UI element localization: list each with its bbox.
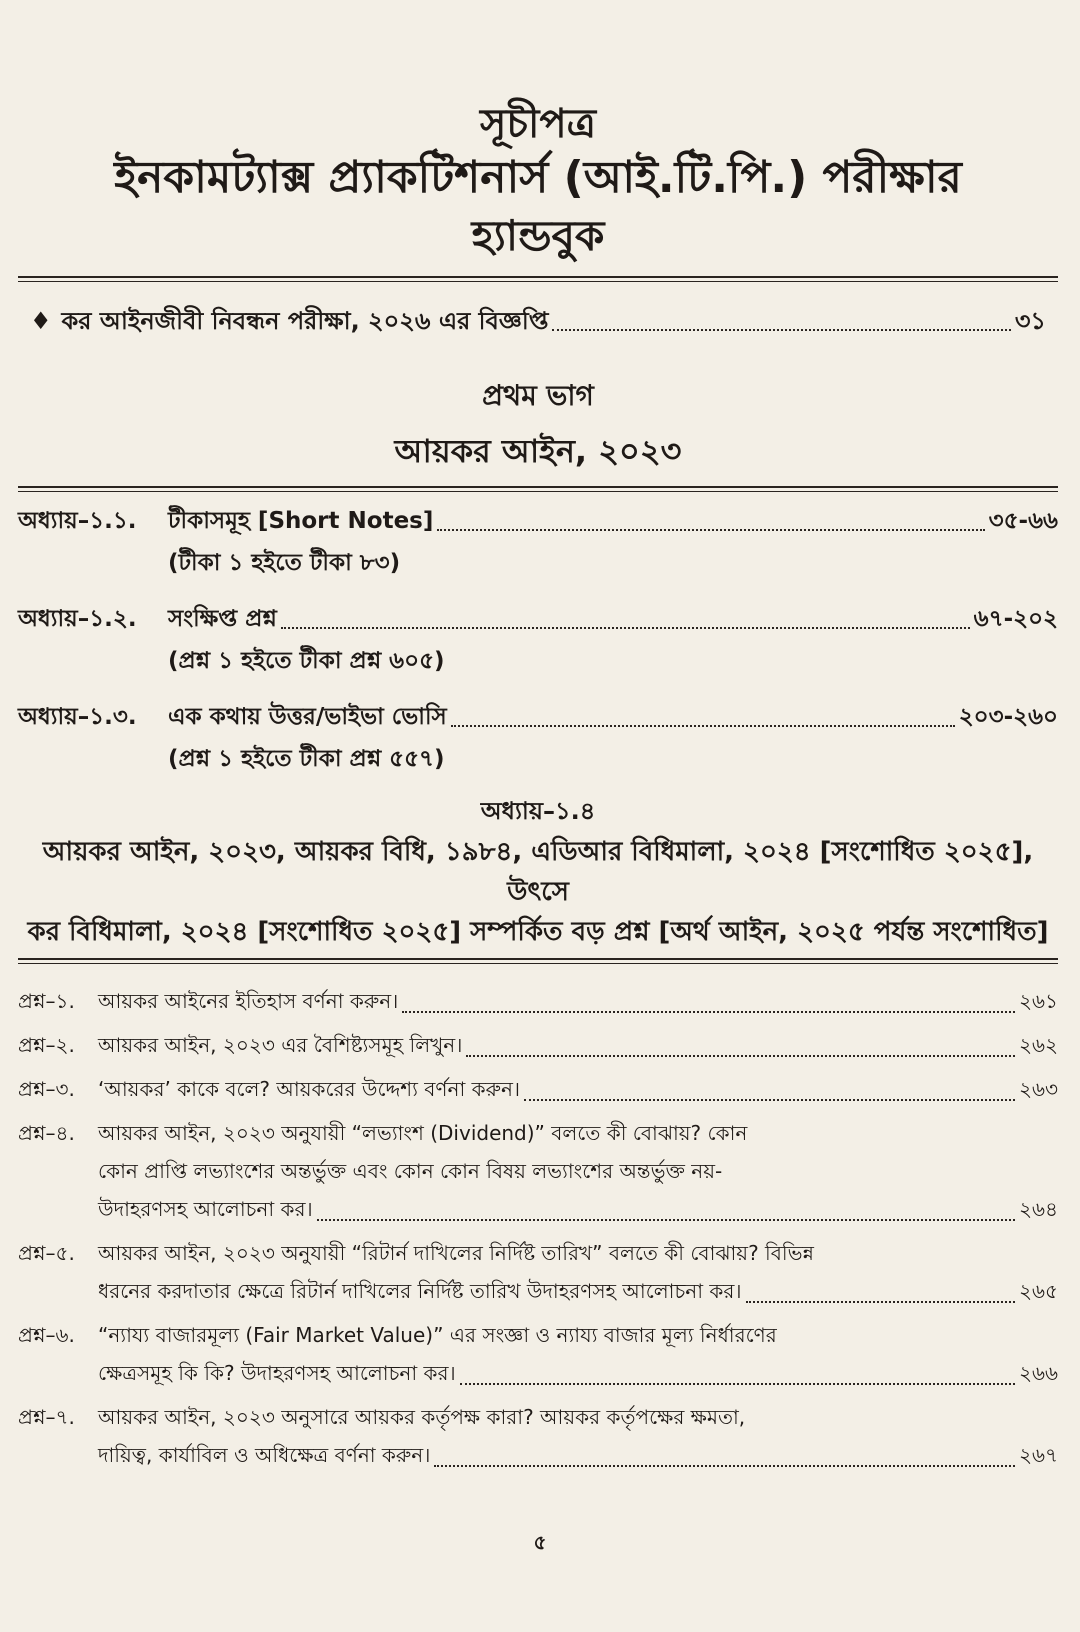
leader-dots — [434, 1465, 1015, 1467]
question-label: প্রশ্ন–৩. — [18, 1077, 75, 1101]
chapter-title: টীকাসমূহ [Short Notes] — [168, 508, 434, 534]
divider — [18, 486, 1058, 492]
question-entry — [18, 1398, 1058, 1474]
book-subtitle: হ্যান্ডবুক — [471, 211, 605, 260]
toc-heading: সূচীপত্র — [480, 101, 596, 147]
question-text: ‘আয়কর’ কাকে বলে? আয়করের উদ্দেশ্য বর্ণনা করুন। — [98, 1077, 521, 1101]
chapter-title: সংক্ষিপ্ত প্রশ্ন — [168, 606, 277, 632]
question-page: ২৬৭ — [1018, 1443, 1058, 1467]
notice-entry — [30, 304, 1046, 338]
question-label: প্রশ্ন–১. — [18, 989, 75, 1013]
leader-dots — [524, 1099, 1015, 1101]
chapter-range: (প্রশ্ন ১ হইতে টীকা প্রশ্ন ৫৫৭) — [168, 746, 445, 772]
question-text: উদাহরণসহ আলোচনা কর। — [98, 1197, 313, 1221]
question-list — [18, 982, 1058, 1474]
notice-text: কর আইনজীবী নিবন্ধন পরীক্ষা, ২০২৬ এর বিজ্ঞপ্তি — [61, 307, 549, 335]
leader-dots — [451, 725, 955, 727]
chapter-range: (টীকা ১ হইতে টীকা ৮৩) — [168, 550, 401, 576]
question-label: প্রশ্ন–২. — [18, 1033, 75, 1057]
leader-dots — [402, 1011, 1015, 1013]
question-label: প্রশ্ন–৪. — [18, 1121, 75, 1145]
chapter-14-label: অধ্যায়–১.৪ — [480, 797, 596, 825]
question-text: আয়কর আইনের ইতিহাস বর্ণনা করুন। — [98, 989, 399, 1013]
chapter-label: অধ্যায়–১.৩. — [18, 704, 137, 730]
chapter-14-title-line: আয়কর আইন, ২০২৩, আয়কর বিধি, ১৯৮৪, এডিআর বিধিমালা, ২০২৪ [সংশোধিত ২০২৫], উৎসে — [42, 837, 1034, 907]
question-label: প্রশ্ন–৬. — [18, 1323, 75, 1347]
question-text: আয়কর আইন, ২০২৩ অনুসারে আয়কর কর্তৃপক্ষ কারা? আয়কর কর্তৃপক্ষের ক্ষমতা, — [98, 1405, 746, 1429]
notice-page: ৩১ — [1014, 307, 1046, 335]
leader-dots — [437, 529, 984, 531]
divider — [18, 276, 1058, 282]
chapter-label: অধ্যায়–১.১. — [18, 508, 137, 534]
part-heading: প্রথম ভাগ — [482, 379, 594, 412]
question-entry — [18, 1316, 1058, 1392]
chapter-entry — [18, 602, 1058, 678]
question-entry — [18, 1114, 1058, 1228]
chapter-entry — [18, 504, 1058, 580]
chapter-title: এক কথায় উত্তর/ভাইভা ভোসি — [168, 704, 447, 730]
question-text: আয়কর আইন, ২০২৩ অনুযায়ী “রিটার্ন দাখিলের নির্দিষ্ট তারিখ” বলতে কী বোঝায়? বিভিন্ন — [98, 1241, 814, 1265]
question-entry — [18, 1026, 1058, 1064]
chapter-14-title — [18, 832, 1058, 952]
part-subheading: আয়কর আইন, ২০২৩ — [394, 432, 682, 470]
question-label: প্রশ্ন–৭. — [18, 1405, 75, 1429]
question-entry — [18, 982, 1058, 1020]
question-entry — [18, 1234, 1058, 1310]
leader-dots — [466, 1055, 1015, 1057]
chapter-pages: ৬৭-২০২ — [973, 606, 1058, 632]
question-text: “ন্যায্য বাজারমূল্য (Fair Market Value)” এর সংজ্ঞা ও ন্যায্য বাজার মূল্য নির্ধারণের — [98, 1323, 777, 1347]
question-text: আয়কর আইন, ২০২৩ এর বৈশিষ্ট্যসমূহ লিখুন। — [98, 1033, 463, 1057]
leader-dots — [460, 1383, 1015, 1385]
question-page: ২৬৬ — [1018, 1361, 1058, 1385]
question-text: ক্ষেত্রসমূহ কি কি? উদাহরণসহ আলোচনা কর। — [98, 1361, 456, 1385]
leader-dots — [746, 1301, 1015, 1303]
question-page: ২৬৫ — [1019, 1279, 1058, 1303]
chapter-pages: ৩৫-৬৬ — [988, 508, 1058, 534]
chapter-pages: ২০৩-২৬০ — [958, 704, 1058, 730]
question-page: ২৬২ — [1018, 1033, 1058, 1057]
leader-dots — [281, 627, 970, 629]
question-page: ২৬১ — [1019, 989, 1058, 1013]
question-text: কোন প্রাপ্তি লভ্যাংশের অন্তর্ভুক্ত এবং কোন কোন বিষয় লভ্যাংশের অন্তর্ভুক্ত নয়- — [98, 1159, 723, 1183]
question-text: দায়িত্ব, কার্যাবিল ও অধিক্ষেত্র বর্ণনা করুন। — [98, 1443, 431, 1467]
question-page: ২৬৪ — [1019, 1197, 1058, 1221]
question-page: ২৬৩ — [1018, 1077, 1058, 1101]
chapter-entry — [18, 700, 1058, 776]
question-label: প্রশ্ন–৫. — [18, 1241, 75, 1265]
question-text: ধরনের করদাতার ক্ষেত্রে রিটার্ন দাখিলের নির্দিষ্ট তারিখ উদাহরণসহ আলোচনা কর। — [98, 1279, 742, 1303]
toc-header — [18, 0, 1058, 262]
page-number: ৫ — [533, 1530, 547, 1554]
diamond-bullet-icon: ♦ — [30, 307, 52, 335]
leader-dots — [552, 329, 1010, 331]
divider — [18, 958, 1058, 964]
chapter-14-title-line: কর বিধিমালা, ২০২৪ [সংশোধিত ২০২৫] সম্পর্কিত বড় প্রশ্ন [অর্থ আইন, ২০২৫ পর্যন্ত সংশোধিত] — [27, 917, 1049, 947]
chapter-label: অধ্যায়–১.২. — [18, 606, 137, 632]
chapter-range: (প্রশ্ন ১ হইতে টীকা প্রশ্ন ৬০৫) — [168, 648, 445, 674]
book-title: ইনকামট্যাক্স প্র্যাকটিশনার্স (আই.টি.পি.) পরীক্ষার — [114, 152, 962, 203]
question-text: আয়কর আইন, ২০২৩ অনুযায়ী “লভ্যাংশ (Dividend)” বলতে কী বোঝায়? কোন — [98, 1121, 748, 1145]
leader-dots — [317, 1219, 1015, 1221]
chapter-list — [18, 504, 1058, 776]
question-entry — [18, 1070, 1058, 1108]
